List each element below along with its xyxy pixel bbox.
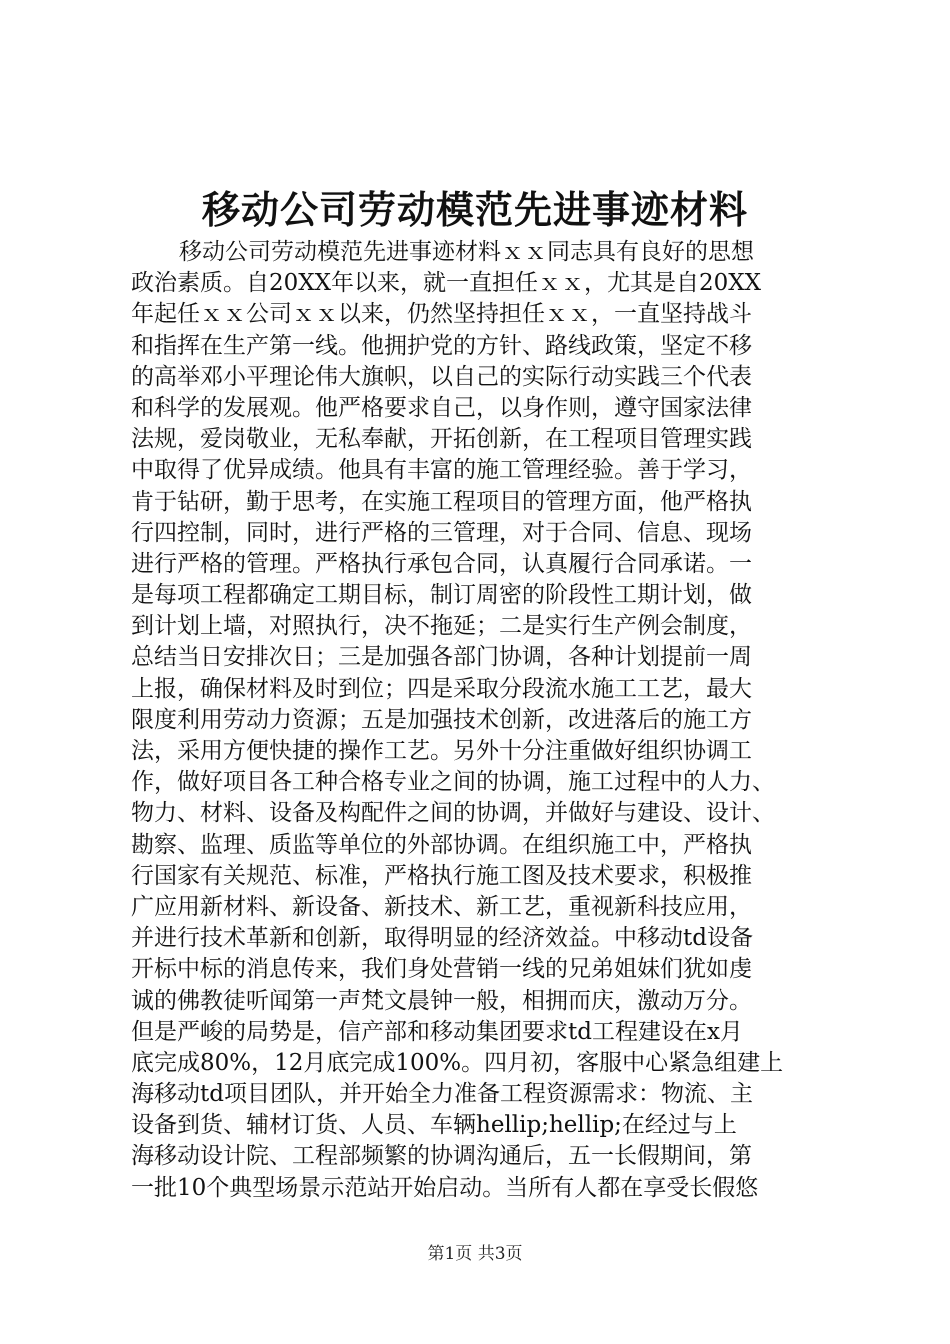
body-text-line: 中取得了优异成绩。他具有丰富的施工管理经验。善于学习， [131, 457, 752, 484]
body-text-line: 政治素质。自20XX年以来，就一直担任ｘｘ，尤其是自20XX [131, 270, 762, 297]
body-text-line: 是每项工程都确定工期目标，制订周密的阶段性工期计划，做 [131, 582, 752, 609]
body-text-line: 的高举邓小平理论伟大旗帜，以自己的实际行动实践三个代表 [131, 363, 752, 390]
body-text-line: 设备到货、辅材订货、人员、车辆hellip;hellip;在经过与上 [131, 1112, 737, 1139]
body-text-line: 但是严峻的局势是，信产部和移动集团要求td工程建设在x月 [131, 1018, 743, 1045]
body-text-line: 限度利用劳动力资源；五是加强技术创新，改进落后的施工方 [131, 706, 752, 733]
document-title: 移动公司劳动模范先进事迹材料 [201, 187, 748, 232]
body-text-line: 总结当日安排次日；三是加强各部门协调，各种计划提前一周 [131, 644, 752, 671]
body-text-line: 和指挥在生产第一线。他拥护党的方针、路线政策，坚定不移 [131, 332, 752, 359]
body-text-line: 广应用新材料、新设备、新技术、新工艺，重视新科技应用， [131, 893, 752, 920]
body-text-line: 进行严格的管理。严格执行承包合同，认真履行合同承诺。一 [131, 550, 752, 577]
body-text-line: 行国家有关规范、标准，严格执行施工图及技术要求，积极推 [131, 862, 752, 889]
body-text-line: 作，做好项目各工种合格专业之间的协调，施工过程中的人力、 [131, 769, 775, 796]
document-body [131, 237, 843, 1204]
body-text-line: 海移动设计院、工程部频繁的协调沟通后，五一长假期间，第 [131, 1143, 752, 1170]
body-text-line: 上报，确保材料及时到位；四是采取分段流水施工工艺，最大 [131, 675, 752, 702]
body-text-line: 法规，爱岗敬业，无私奉献，开拓创新，在工程项目管理实践 [131, 426, 752, 453]
body-text-line: 年起任ｘｘ公司ｘｘ以来，仍然坚持担任ｘｘ，一直坚持战斗 [131, 301, 752, 328]
body-text-line: 开标中标的消息传来，我们身处营销一线的兄弟姐妹们犹如虔 [131, 956, 752, 983]
body-text-line: 海移动td项目团队，并开始全力准备工程资源需求：物流、主 [131, 1081, 753, 1108]
body-text-line: 底完成80%，12月底完成100%。四月初，客服中心紧急组建上 [131, 1049, 784, 1076]
body-text-line: 移动公司劳动模范先进事迹材料ｘｘ同志具有良好的思想 [179, 239, 754, 265]
body-text-line: 法，采用方便快捷的操作工艺。另外十分注重做好组织协调工 [131, 738, 752, 764]
body-text-line: 物力、材料、设备及构配件之间的协调，并做好与建设、设计、 [131, 800, 775, 827]
body-text-line: 肯于钻研，勤于思考，在实施工程项目的管理方面，他严格执 [131, 488, 752, 515]
body-text-line: 一批10个典型场景示范站开始启动。当所有人都在享受长假悠 [131, 1174, 759, 1201]
page-footer: 第1页 共3页 [427, 1244, 523, 1264]
body-text-line: 勘察、监理、质监等单位的外部协调。在组织施工中，严格执 [131, 831, 752, 858]
body-text-line: 和科学的发展观。他严格要求自己，以身作则，遵守国家法律 [131, 394, 752, 421]
body-text-line: 诚的佛教徒听闻第一声梵文晨钟一般，相拥而庆，激动万分。 [131, 987, 752, 1014]
body-text-line: 到计划上墙，对照执行，决不拖延；二是实行生产例会制度， [131, 613, 752, 640]
body-text-line: 行四控制，同时，进行严格的三管理，对于合同、信息、现场 [131, 519, 752, 546]
body-text-line: 并进行技术革新和创新，取得明显的经济效益。中移动td设备 [131, 925, 753, 952]
